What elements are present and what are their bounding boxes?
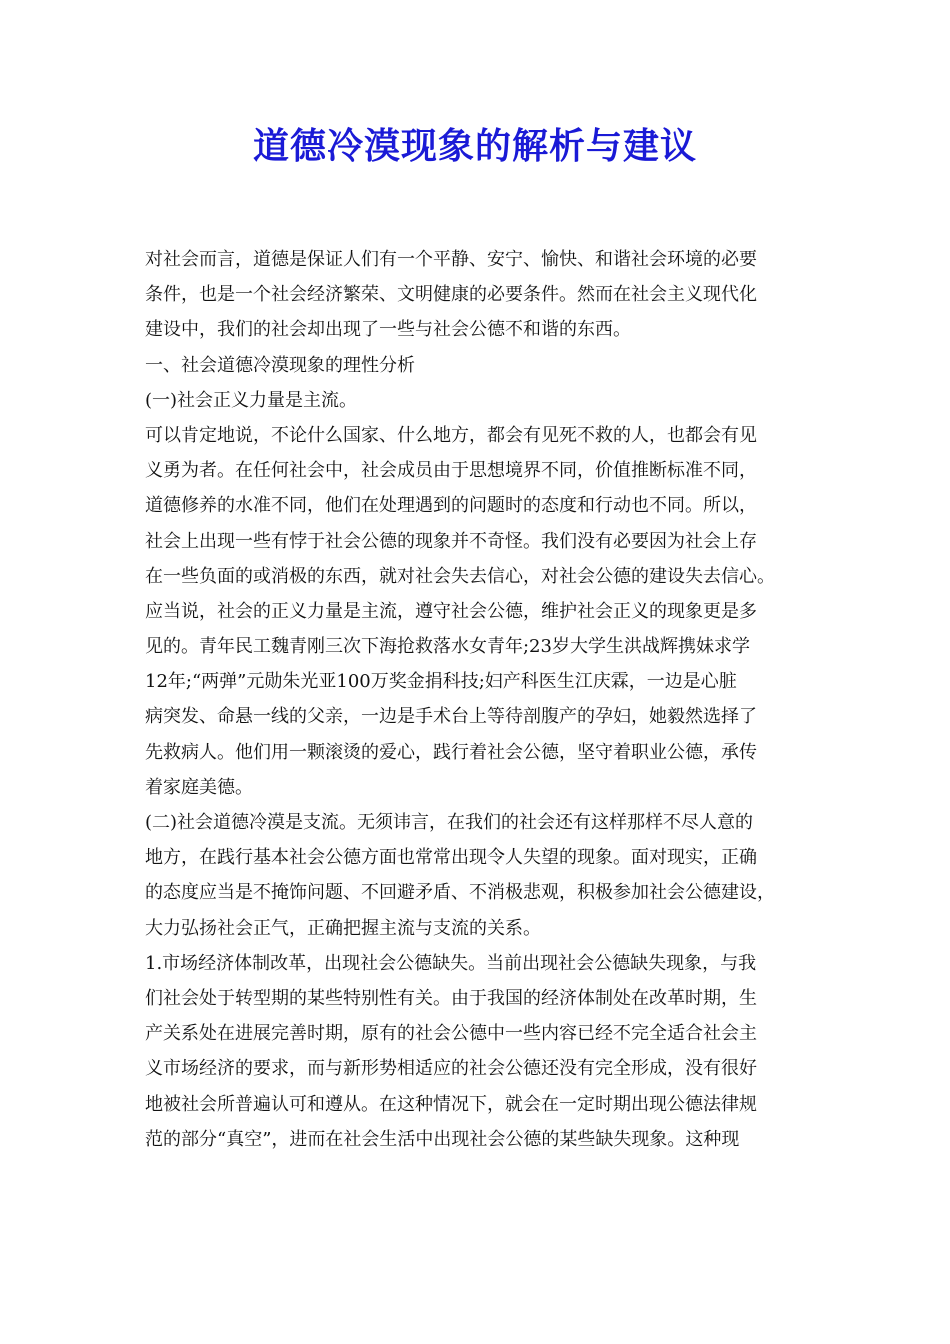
document-body <box>145 242 810 1157</box>
text-line: 范的部分“真空”，进而在社会生活中出现社会公德的某些缺失现象。这种现 <box>145 1128 740 1150</box>
text-line: 义市场经济的要求，而与新形势相适应的社会公德还没有完全形成，没有很好 <box>145 1058 757 1080</box>
text-line: 道德修养的水准不同，他们在处理遇到的问题时的态度和行动也不同。所以， <box>145 495 757 517</box>
text-line: 见的。青年民工魏青刚三次下海抢救落水女青年;23岁大学生洪战辉携妹求学 <box>145 636 750 658</box>
text-line: 大力弘扬社会正气，正确把握主流与支流的关系。 <box>145 917 541 939</box>
text-line: 地被社会所普遍认可和遵从。在这种情况下，就会在一定时期出现公德法律规 <box>145 1093 757 1115</box>
text-line: 条件，也是一个社会经济繁荣、文明健康的必要条件。然而在社会主义现代化 <box>145 284 757 306</box>
text-line: 社会上出现一些有悖于社会公德的现象并不奇怪。我们没有必要因为社会上存 <box>145 530 757 552</box>
text-line: 病突发、命悬一线的父亲，一边是手术台上等待剖腹产的孕妇，她毅然选择了 <box>145 706 757 728</box>
text-line: 地方，在践行基本社会公德方面也常常出现令人失望的现象。面对现实，正确 <box>145 847 757 869</box>
text-line: 建设中，我们的社会却出现了一些与社会公德不和谐的东西。 <box>145 319 631 341</box>
text-line: 产关系处在进展完善时期，原有的社会公德中一些内容已经不完全适合社会主 <box>145 1023 757 1045</box>
text-line: 可以肯定地说，不论什么国家、什么地方，都会有见死不救的人，也都会有见 <box>145 424 757 446</box>
text-line: 12年;“两弹”元勋朱光亚100万奖金捐科技;妇产科医生江庆霖，一边是心脏 <box>145 671 737 693</box>
text-line: 们社会处于转型期的某些特别性有关。由于我国的经济体制处在改革时期，生 <box>145 987 757 1009</box>
text-line: 1.市场经济体制改革，出现社会公德缺失。当前出现社会公德缺失现象，与我 <box>145 952 757 974</box>
text-line: 在一些负面的或消极的东西，就对社会失去信心，对社会公德的建设失去信心。 <box>145 565 775 587</box>
text-line: 应当说，社会的正义力量是主流，遵守社会公德，维护社会正义的现象更是多 <box>145 600 757 622</box>
document-title: 道德冷漠现象的解析与建议 <box>252 126 697 167</box>
text-line: (二)社会道德冷漠是支流。无须讳言，在我们的社会还有这样那样不尽人意的 <box>145 812 754 833</box>
text-line: 着家庭美德。 <box>145 776 253 798</box>
text-line: 义勇为者。在任何社会中，社会成员由于思想境界不同，价值推断标准不同， <box>145 460 757 482</box>
text-line: 对社会而言，道德是保证人们有一个平静、安宁、愉快、和谐社会环境的必要 <box>145 249 757 270</box>
text-line: (一)社会正义力量是主流。 <box>145 389 358 411</box>
text-line: 的态度应当是不掩饰问题、不回避矛盾、不消极悲观，积极参加社会公德建设， <box>145 882 775 904</box>
text-line: 一、社会道德冷漠现象的理性分析 <box>145 354 415 376</box>
text-line: 先救病人。他们用一颗滚烫的爱心，践行着社会公德，坚守着职业公德，承传 <box>145 741 757 763</box>
